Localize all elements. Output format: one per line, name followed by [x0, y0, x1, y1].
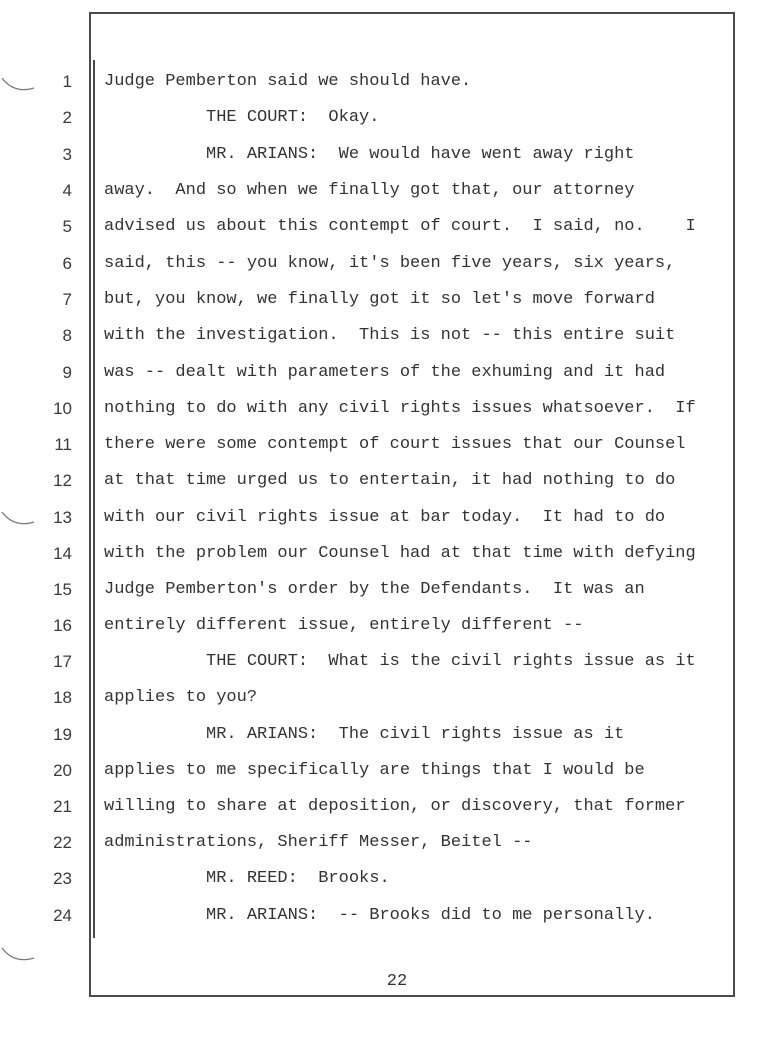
transcript-line: advised us about this contempt of court. I said, no. I — [104, 217, 696, 236]
transcript-line: MR. ARIANS: The civil rights issue as it — [104, 725, 625, 744]
transcript-line: but, you know, we finally got it so let's move forward — [104, 290, 655, 309]
line-number: 15 — [53, 580, 72, 599]
line-number: 8 — [62, 326, 72, 345]
transcript-line: applies to me specifically are things that I would be — [104, 761, 645, 780]
line-number: 18 — [53, 688, 72, 707]
line-number: 5 — [62, 217, 72, 236]
transcript-line: entirely different issue, entirely different -- — [104, 616, 584, 635]
line-number: 17 — [53, 652, 72, 671]
line-number: 9 — [62, 363, 72, 382]
transcript-line: at that time urged us to entertain, it had nothing to do — [104, 471, 676, 490]
transcript-line: Judge Pemberton said we should have. — [104, 72, 472, 91]
line-number: 10 — [53, 399, 72, 418]
transcript-line: said, this -- you know, it's been five years, six years, — [104, 254, 676, 273]
line-number: 11 — [54, 435, 72, 454]
transcript-line: with our civil rights issue at bar today. It had to do — [104, 508, 666, 527]
transcript-line: with the investigation. This is not -- this entire suit — [104, 326, 676, 345]
line-number: 12 — [53, 471, 72, 490]
line-number: 23 — [53, 869, 72, 888]
transcript-line: administrations, Sheriff Messer, Beitel -- — [104, 833, 533, 852]
line-number: 21 — [53, 797, 72, 816]
line-number: 1 — [62, 72, 72, 91]
transcript-line: applies to you? — [104, 688, 258, 707]
page-number: 22 — [386, 972, 408, 991]
line-number: 7 — [62, 290, 72, 309]
transcript-line: with the problem our Counsel had at that time with defying — [104, 544, 696, 563]
line-number: 4 — [62, 181, 72, 200]
transcript-line: willing to share at deposition, or discovery, that former — [104, 797, 686, 816]
binder-hole-mark-bottom — [0, 942, 36, 968]
line-number: 20 — [53, 761, 72, 780]
transcript-line: there were some contempt of court issues that our Counsel — [104, 435, 686, 454]
transcript-line: THE COURT: What is the civil rights issue as it — [104, 652, 696, 671]
line-number: 6 — [62, 254, 72, 273]
line-number: 16 — [53, 616, 72, 635]
line-number: 14 — [53, 544, 72, 563]
transcript-line: MR. REED: Brooks. — [104, 869, 390, 888]
line-number: 2 — [62, 108, 72, 127]
line-number: 22 — [53, 833, 72, 852]
transcript-line: MR. ARIANS: We would have went away right — [104, 145, 635, 164]
transcript-line: MR. ARIANS: -- Brooks did to me personally. — [104, 906, 655, 925]
transcript-line: THE COURT: Okay. — [104, 108, 380, 127]
line-number: 13 — [53, 508, 72, 527]
transcript-line: was -- dealt with parameters of the exhuming and it had — [104, 363, 666, 382]
line-number: 19 — [53, 725, 72, 744]
line-number: 3 — [62, 145, 72, 164]
transcript-line: nothing to do with any civil rights issues whatsoever. If — [104, 399, 696, 418]
transcript-line: Judge Pemberton's order by the Defendants. It was an — [104, 580, 645, 599]
transcript-line: away. And so when we finally got that, our attorney — [104, 181, 635, 200]
line-number: 24 — [53, 906, 72, 925]
left-margin-rule — [93, 60, 95, 938]
